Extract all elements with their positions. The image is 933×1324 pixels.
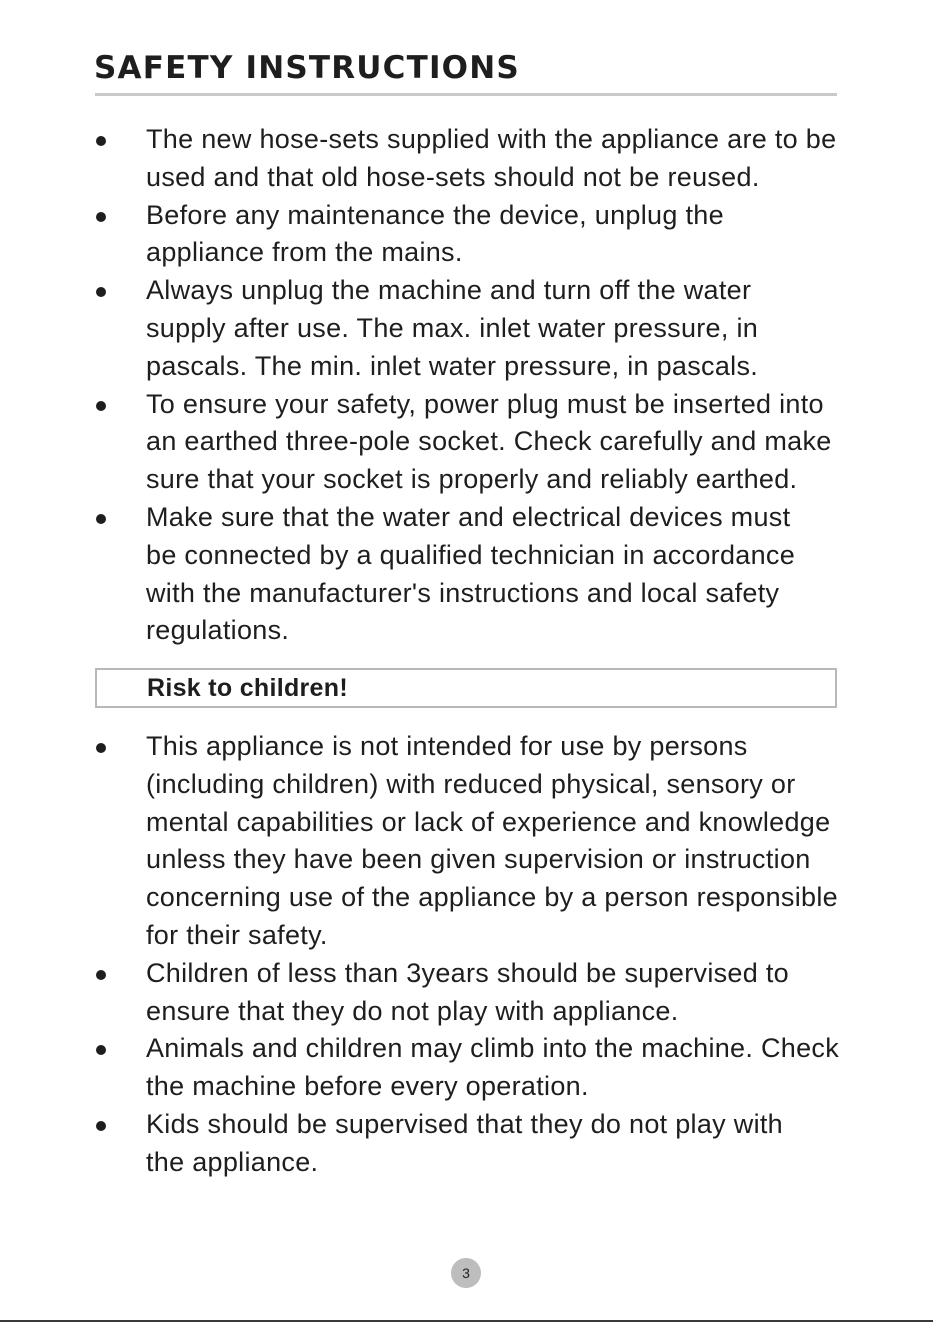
bullet-icon xyxy=(96,743,106,753)
title-divider xyxy=(95,93,837,96)
bullet-icon xyxy=(96,514,106,524)
page-title: SAFETY INSTRUCTIONS xyxy=(94,50,520,86)
list-item-text: Make sure that the water and electrical devices must be connected by a qualified technician in accordance with the manufacturer's instructions and local safety regulations. xyxy=(146,501,796,646)
list-item-text: This appliance is not intended for use by persons (including children) with reduced physical, sensory or mental capabilities or lack of experience and knowledge unless they have been given supervision or instruction concerning use of the appliance by a person responsible for their safety. xyxy=(146,731,838,950)
list-item-text: Children of less than 3years should be supervised to ensure that they do not play with appliance. xyxy=(146,957,789,1026)
bullet-icon xyxy=(96,287,106,297)
page-number: 3 xyxy=(451,1258,481,1288)
list-item xyxy=(0,1106,866,1182)
list-item-text: To ensure your safety, power plug must be inserted into an earthed three-pole socket. Check carefully and make sure that your socket is properly and reliably earthed. xyxy=(146,388,832,495)
safety-instructions-list xyxy=(0,121,866,650)
list-item xyxy=(0,197,866,273)
bullet-icon xyxy=(96,970,106,980)
list-item xyxy=(0,1030,866,1106)
children-risk-list xyxy=(0,728,866,1182)
list-item-text: Before any maintenance the device, unplug the appliance from the mains. xyxy=(146,199,724,268)
page-bottom-border xyxy=(0,1320,933,1322)
list-item-text: Always unplug the machine and turn off the water supply after use. The max. inlet water pressure, in pascals. The min. inlet water pressure, in pascals. xyxy=(146,275,759,381)
list-item xyxy=(0,121,866,197)
list-item xyxy=(0,272,866,385)
bullet-icon xyxy=(96,401,106,411)
bullet-icon xyxy=(96,1121,106,1131)
list-item-text: Animals and children may climb into the machine. Check the machine before every operation. xyxy=(146,1033,840,1102)
bullet-icon xyxy=(96,136,106,146)
list-item-text: The new hose-sets supplied with the appliance are to be used and that old hose-sets should not be reused. xyxy=(146,124,837,192)
list-item xyxy=(0,955,866,1031)
list-item xyxy=(0,499,866,650)
list-item-text: Kids should be supervised that they do not play with the appliance. xyxy=(146,1108,783,1177)
list-item xyxy=(0,728,866,955)
list-item xyxy=(0,386,866,499)
bullet-icon xyxy=(96,1045,106,1055)
bullet-icon xyxy=(96,212,106,222)
warning-box xyxy=(95,668,837,708)
warning-heading: Risk to children! xyxy=(147,674,348,702)
